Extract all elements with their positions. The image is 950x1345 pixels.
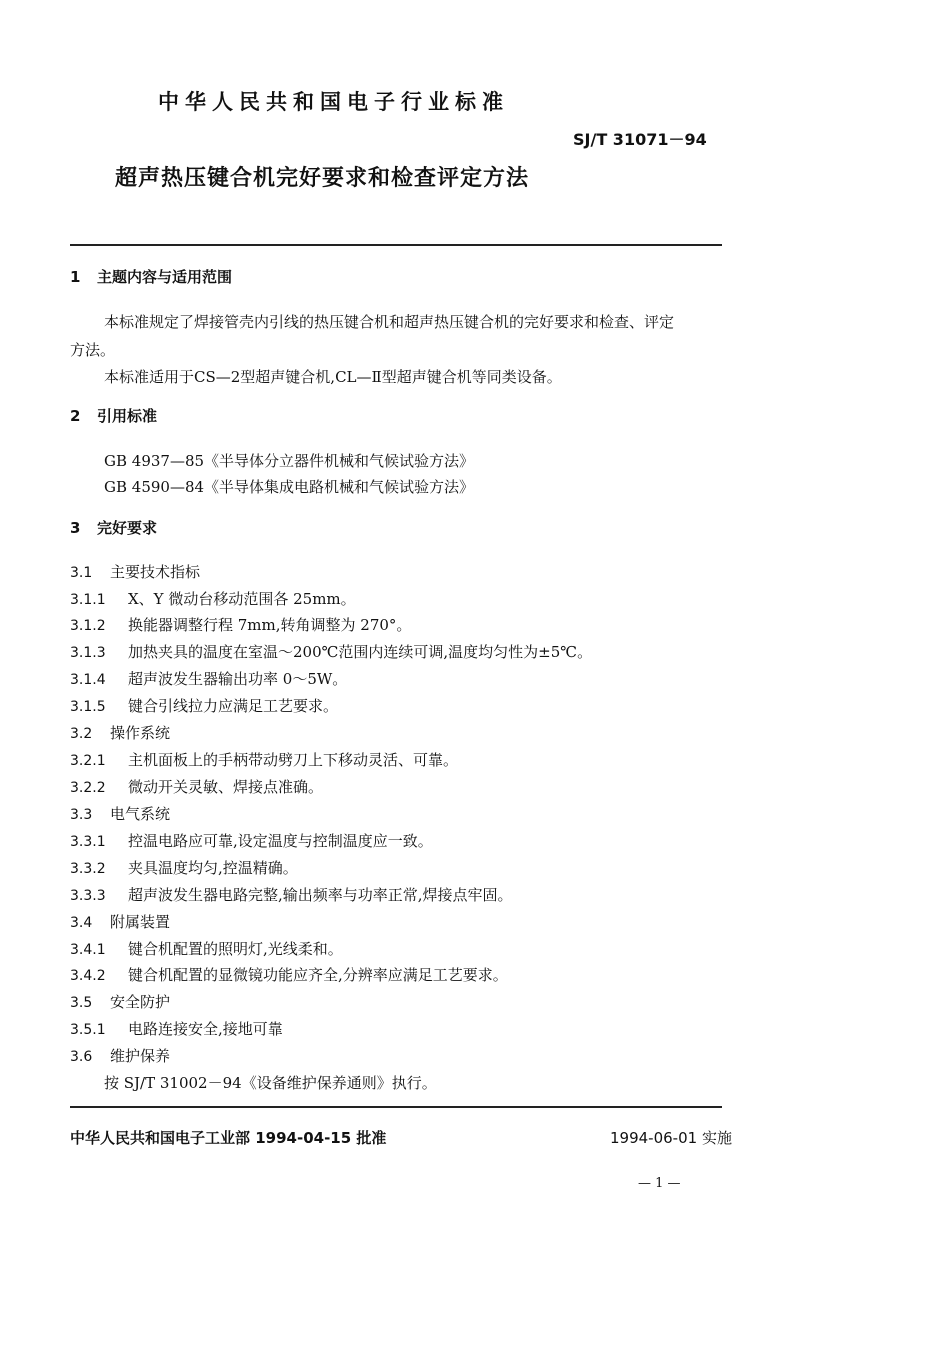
clause-3-2-1: [70, 749, 458, 770]
clause-text: 操作系统: [110, 724, 171, 742]
clause-text: X、Y 微动台移动范围各 25mm。: [128, 590, 356, 608]
clause-3-3-2: [70, 857, 298, 878]
clause-number: 3.6: [70, 1049, 93, 1065]
reference-1: GB 4937—85《半导体分立器件机械和气候试验方法》: [104, 452, 475, 470]
clause-number: 3.2.2: [70, 780, 106, 796]
clause-3-1: [70, 561, 200, 582]
clause-number: 3.3.2: [70, 861, 106, 877]
clause-text: 微动开关灵敏、焊接点准确。: [128, 778, 324, 796]
section-1-heading: [70, 266, 232, 287]
section-1-number: 1: [70, 268, 81, 286]
section-3-heading: [70, 517, 157, 538]
clause-3-1-4: [70, 668, 347, 689]
section-1-para-1-line-2: 方法。: [70, 341, 116, 359]
clause-3-6-body: 按 SJ/T 31002－94《设备维护保养通则》执行。: [104, 1074, 437, 1092]
clause-text: 控温电路应可靠,设定温度与控制温度应一致。: [128, 832, 433, 850]
clause-text: 键合机配置的照明灯,光线柔和。: [128, 940, 343, 958]
clause-3-1-3: [70, 641, 592, 662]
clause-3-6: [70, 1045, 170, 1066]
clause-number: 3.4.1: [70, 942, 106, 958]
clause-text: 电路连接安全,接地可靠: [128, 1020, 283, 1038]
clause-number: 3.1.1: [70, 592, 106, 608]
clause-3-5: [70, 991, 170, 1012]
clause-number: 3.1.3: [70, 645, 106, 661]
clause-text: 加热夹具的温度在室温～200℃范围内连续可调,温度均匀性为±5℃。: [128, 643, 593, 661]
page-number: — 1 —: [638, 1176, 681, 1191]
section-2-title: 引用标准: [97, 407, 158, 425]
effective-date: 1994-06-01 实施: [610, 1129, 732, 1147]
clause-3-3-1: [70, 830, 433, 851]
clause-number: 3.3: [70, 807, 93, 823]
clause-number: 3.5: [70, 995, 93, 1011]
clause-3-1-2: [70, 614, 411, 635]
clause-number: 3.2.1: [70, 753, 106, 769]
clause-3-4: [70, 911, 170, 932]
section-3-number: 3: [70, 519, 81, 537]
clause-text: 换能器调整行程 7mm,转角调整为 270°。: [128, 616, 412, 634]
clause-text: 电气系统: [110, 805, 171, 823]
clause-text: 主要技术指标: [110, 563, 201, 581]
clause-text: 安全防护: [110, 993, 171, 1011]
clause-3-1-5: [70, 695, 338, 716]
clause-number: 3.3.1: [70, 834, 106, 850]
clause-number: 3.5.1: [70, 1022, 106, 1038]
clause-number: 3.1.5: [70, 699, 106, 715]
section-1-para-1-line-1: 本标准规定了焊接管壳内引线的热压键合机和超声热压键合机的完好要求和检查、评定: [104, 313, 675, 331]
clause-3-3: [70, 803, 170, 824]
clause-text: 超声波发生器输出功率 0～5W。: [128, 670, 348, 688]
section-1-para-2: 本标准适用于CS—2型超声键合机,CL—Ⅱ型超声键合机等同类设备。: [104, 368, 562, 386]
clause-3-4-2: [70, 964, 508, 985]
section-3-title: 完好要求: [97, 519, 158, 537]
clause-text: 键合引线拉力应满足工艺要求。: [128, 697, 339, 715]
section-1-title: 主题内容与适用范围: [97, 268, 233, 286]
clause-text: 键合机配置的显微镜功能应齐全,分辨率应满足工艺要求。: [128, 966, 508, 984]
reference-2: GB 4590—84《半导体集成电路机械和气候试验方法》: [104, 478, 475, 496]
standard-code: SJ/T 31071－94: [573, 130, 707, 149]
clause-number: 3.1: [70, 565, 93, 581]
clause-3-3-3: [70, 884, 513, 905]
clause-3-2: [70, 722, 170, 743]
section-2-number: 2: [70, 407, 81, 425]
approval-line: 中华人民共和国电子工业部 1994-04-15 批准: [70, 1129, 387, 1147]
clause-number: 3.3.3: [70, 888, 106, 904]
clause-number: 3.2: [70, 726, 93, 742]
clause-text: 夹具温度均匀,控温精确。: [128, 859, 298, 877]
document-title: 超声热压键合机完好要求和检查评定方法: [115, 166, 530, 191]
clause-text: 附属装置: [110, 913, 171, 931]
bottom-divider: [70, 1106, 722, 1108]
clause-number: 3.4.2: [70, 968, 106, 984]
clause-text: 超声波发生器电路完整,输出频率与功率正常,焊接点牢固。: [128, 886, 513, 904]
clause-number: 3.4: [70, 915, 93, 931]
clause-text: 维护保养: [110, 1047, 171, 1065]
clause-3-1-1: [70, 588, 356, 609]
clause-number: 3.1.2: [70, 618, 106, 634]
section-2-heading: [70, 405, 157, 426]
clause-3-4-1: [70, 938, 343, 959]
clause-3-5-1: [70, 1018, 283, 1039]
top-divider: [70, 244, 722, 246]
clause-3-2-2: [70, 776, 323, 797]
clause-number: 3.1.4: [70, 672, 106, 688]
org-header: 中华人民共和国电子行业标准: [158, 90, 509, 114]
clause-text: 主机面板上的手柄带动劈刀上下移动灵活、可靠。: [128, 751, 459, 769]
